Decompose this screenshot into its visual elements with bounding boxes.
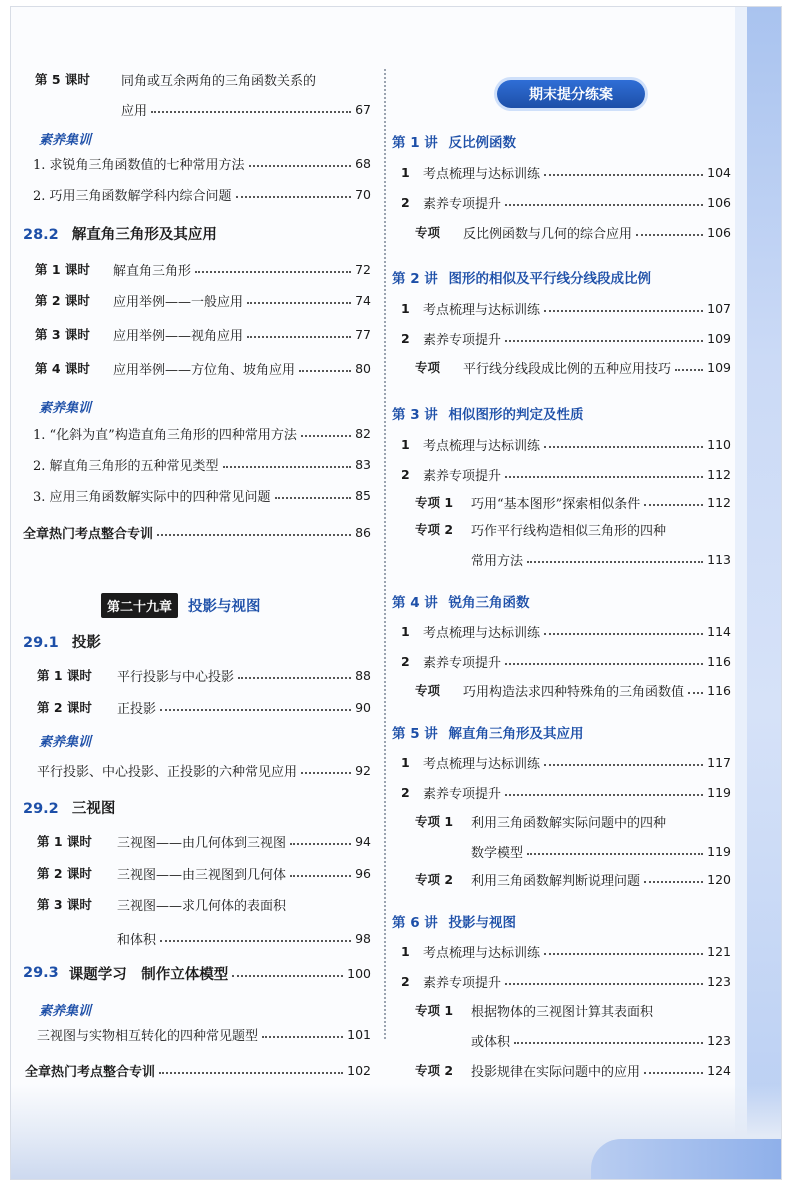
- entry-title: 2. 解直角三角形的五种常见类型: [33, 458, 219, 474]
- page-number: 112: [707, 494, 731, 510]
- toc-entry[interactable]: [401, 463, 731, 485]
- suyang-heading: 素养集训: [39, 1004, 92, 1019]
- section-number: 29.3: [23, 965, 59, 981]
- leader-dots: [636, 234, 703, 236]
- entry-title: 应用举例——一般应用: [113, 294, 244, 310]
- entry-title: 素养专项提升: [423, 196, 502, 212]
- entry-title: 考点梳理与达标训练: [423, 302, 541, 318]
- entry-title: 考点梳理与达标训练: [423, 166, 541, 182]
- suyang-heading: 素养集训: [39, 133, 92, 148]
- lecture-name: 反比例函数: [448, 135, 516, 151]
- entry-title: 考点梳理与达标训练: [423, 438, 541, 454]
- toc-page: [10, 6, 782, 1180]
- entry-title: 考点梳理与达标训练: [423, 625, 541, 641]
- entry-title: 数学模型: [471, 845, 524, 861]
- toc-entry[interactable]: [415, 491, 731, 513]
- entry-label: 专项: [415, 683, 441, 698]
- leader-dots: [505, 340, 703, 342]
- entry-title: 常用方法: [471, 553, 524, 569]
- page-number: 74: [355, 292, 371, 308]
- page-number: 106: [707, 194, 731, 210]
- entry-title: 同角或互余两角的三角函数关系的: [121, 73, 317, 89]
- lesson-number: 第 2 课时: [37, 866, 92, 881]
- lecture-name: 锐角三角函数: [448, 595, 530, 611]
- leader-dots: [160, 940, 351, 942]
- toc-entry[interactable]: [37, 664, 371, 686]
- entry-label: 1: [401, 300, 410, 316]
- lecture-number: 第 4 讲: [392, 595, 438, 611]
- leader-dots: [290, 843, 351, 845]
- page-number: 70: [355, 186, 371, 202]
- toc-entry[interactable]: [415, 548, 731, 570]
- leader-dots: [151, 111, 351, 113]
- entry-title: 巧作平行线构造相似三角形的四种: [471, 523, 667, 539]
- leader-dots: [247, 336, 351, 338]
- page-number: 85: [355, 487, 371, 503]
- page-number: 107: [707, 300, 731, 316]
- leader-dots: [247, 302, 351, 304]
- lecture-number: 第 3 讲: [392, 407, 438, 423]
- entry-title: 正投影: [117, 701, 157, 717]
- toc-entry[interactable]: [35, 289, 371, 311]
- toc-entry[interactable]: [35, 98, 371, 120]
- section-heading[interactable]: [23, 631, 101, 652]
- section-name: 投影: [71, 635, 101, 651]
- section-name: 三视图: [71, 801, 116, 817]
- page-number: 119: [707, 843, 731, 859]
- lecture-name: 相似图形的判定及性质: [448, 407, 584, 423]
- leader-dots: [275, 497, 352, 499]
- leader-dots: [157, 534, 351, 536]
- section-name: 课题学习 制作立体模型: [68, 966, 229, 983]
- entry-title: 素养专项提升: [423, 468, 502, 484]
- lecture-heading[interactable]: [392, 591, 530, 611]
- toc-entry[interactable]: [415, 868, 731, 890]
- page-number: 116: [707, 653, 731, 669]
- leader-dots: [527, 561, 703, 563]
- entry-label: 1: [401, 943, 410, 959]
- chapter-heading[interactable]: [101, 593, 261, 618]
- entry-title: 应用举例——方位角、坡角应用: [113, 362, 296, 378]
- lecture-heading[interactable]: [392, 911, 516, 931]
- toc-entry[interactable]: [23, 962, 371, 984]
- entry-title: 平行线分线段成比例的五种应用技巧: [463, 361, 672, 377]
- leader-dots: [301, 435, 351, 437]
- page-number: 123: [707, 973, 731, 989]
- leader-dots: [544, 953, 703, 955]
- leader-dots: [262, 1036, 343, 1038]
- entry-label: 1: [401, 623, 410, 639]
- entry-title: 应用举例——视角应用: [113, 328, 244, 344]
- leader-dots: [290, 875, 351, 877]
- toc-entry[interactable]: [415, 1059, 731, 1081]
- toc-entry[interactable]: [37, 1023, 371, 1045]
- page-number: 110: [707, 436, 731, 452]
- toc-entry[interactable]: [35, 323, 371, 345]
- entry-title: 平行投影与中心投影: [117, 669, 235, 685]
- leader-dots: [505, 663, 703, 665]
- toc-entry[interactable]: [401, 297, 731, 319]
- entry-title: 素养专项提升: [423, 332, 502, 348]
- leader-dots: [505, 794, 703, 796]
- final-practice-pill: 期末提分练案: [497, 80, 645, 108]
- toc-entry[interactable]: [37, 759, 371, 781]
- decorative-bottom-corner: [591, 1139, 781, 1179]
- toc-entry[interactable]: [415, 221, 731, 243]
- leader-dots: [505, 476, 703, 478]
- leader-dots: [514, 1042, 703, 1044]
- toc-entry[interactable]: [401, 191, 731, 213]
- page-number: 82: [355, 425, 371, 441]
- lecture-name: 投影与视图: [448, 915, 516, 931]
- leader-dots: [159, 1072, 343, 1074]
- toc-entry[interactable]: [401, 327, 731, 349]
- lesson-number: 第 1 课时: [37, 668, 92, 683]
- entry-label: 专项 1: [415, 1003, 454, 1018]
- page-number: 119: [707, 784, 731, 800]
- lesson-number: 第 3 课时: [37, 897, 92, 912]
- entry-title: 应用: [121, 103, 148, 119]
- toc-entry[interactable]: [401, 620, 731, 642]
- entry-title: 利用三角函数解判断说理问题: [471, 873, 641, 889]
- entry-label: 专项 1: [415, 814, 454, 829]
- leader-dots: [232, 975, 343, 977]
- leader-dots: [544, 633, 703, 635]
- entry-title: 全章热门考点整合专训: [25, 1064, 156, 1080]
- page-number: 98: [355, 930, 371, 946]
- entry-title: 3. 应用三角函数解实际中的四种常见问题: [33, 489, 271, 505]
- page-number: 68: [355, 155, 371, 171]
- toc-entry[interactable]: [33, 453, 371, 475]
- lecture-heading[interactable]: [392, 722, 584, 742]
- entry-title: 全章热门考点整合专训: [23, 526, 154, 542]
- entry-title: 利用三角函数解实际问题中的四种: [471, 815, 667, 831]
- entry-title: 1. “化斜为直”构造直角三角形的四种常用方法: [33, 427, 297, 443]
- entry-title: 或体积: [471, 1034, 511, 1050]
- section-name: 解直角三角形及其应用: [71, 227, 217, 243]
- page-number: 114: [707, 623, 731, 639]
- chapter-name: 投影与视图: [188, 599, 261, 615]
- chapter-badge: 第二十九章: [101, 593, 178, 618]
- page-number: 109: [707, 359, 731, 375]
- lecture-heading[interactable]: [392, 267, 651, 287]
- entry-title: 考点梳理与达标训练: [423, 756, 541, 772]
- toc-entry[interactable]: [33, 183, 371, 205]
- toc-entry[interactable]: [33, 484, 371, 506]
- entry-label: 专项: [415, 360, 441, 375]
- entry-title: 根据物体的三视图计算其表面积: [471, 1004, 654, 1020]
- leader-dots: [544, 174, 703, 176]
- toc-entry[interactable]: [401, 781, 731, 803]
- page-number: 117: [707, 754, 731, 770]
- leader-dots: [644, 881, 703, 883]
- page-number: 120: [707, 871, 731, 887]
- entry-title: 投影规律在实际问题中的应用: [471, 1064, 641, 1080]
- lecture-number: 第 1 讲: [392, 135, 438, 151]
- leader-dots: [675, 369, 703, 371]
- lesson-number: 第 3 课时: [35, 327, 90, 342]
- leader-dots: [544, 310, 703, 312]
- toc-entry[interactable]: [415, 1029, 731, 1051]
- lesson-number: 第 2 课时: [35, 293, 90, 308]
- entry-label: 2: [401, 784, 410, 800]
- lesson-number: 第 1 课时: [37, 834, 92, 849]
- toc-entry[interactable]: [23, 521, 371, 543]
- entry-label: 2: [401, 973, 410, 989]
- toc-entry[interactable]: [37, 696, 371, 718]
- toc-entry[interactable]: [25, 1059, 371, 1081]
- toc-entry[interactable]: [415, 810, 731, 832]
- page-number: 77: [355, 326, 371, 342]
- lesson-number: 第 2 课时: [37, 700, 92, 715]
- page-number: 94: [355, 833, 371, 849]
- entry-title: 素养专项提升: [423, 786, 502, 802]
- entry-label: 2: [401, 466, 410, 482]
- lesson-number: 第 4 课时: [35, 361, 90, 376]
- entry-label: 专项 2: [415, 872, 454, 887]
- entry-title: 反比例函数与几何的综合应用: [463, 226, 633, 242]
- page-number: 109: [707, 330, 731, 346]
- lecture-name: 图形的相似及平行线分线段成比例: [448, 271, 651, 287]
- toc-entry[interactable]: [35, 258, 371, 280]
- leader-dots: [644, 504, 703, 506]
- leader-dots: [249, 165, 352, 167]
- entry-title: 解直角三角形: [113, 263, 192, 279]
- leader-dots: [238, 677, 351, 679]
- lecture-number: 第 5 讲: [392, 726, 438, 742]
- lecture-number: 第 6 讲: [392, 915, 438, 931]
- leader-dots: [544, 764, 703, 766]
- section-number: 29.2: [23, 801, 59, 817]
- leader-dots: [223, 466, 352, 468]
- suyang-heading: 素养集训: [39, 735, 92, 750]
- entry-title: 和体积: [117, 932, 157, 948]
- toc-entry[interactable]: [415, 840, 731, 862]
- toc-entry[interactable]: [37, 830, 371, 852]
- page-number: 90: [355, 699, 371, 715]
- section-number: 29.1: [23, 635, 59, 651]
- toc-entry[interactable]: [401, 940, 731, 962]
- toc-entry[interactable]: [415, 999, 731, 1021]
- page-number: 121: [707, 943, 731, 959]
- leader-dots: [195, 271, 351, 273]
- entry-title: 三视图与实物相互转化的四种常见题型: [37, 1028, 259, 1044]
- toc-entry[interactable]: [415, 356, 731, 378]
- lecture-heading[interactable]: [392, 131, 516, 151]
- toc-entry[interactable]: [401, 650, 731, 672]
- entry-title: 三视图——由三视图到几何体: [117, 867, 287, 883]
- page-number: 86: [355, 524, 371, 540]
- entry-label: 专项 1: [415, 495, 454, 510]
- entry-title: 考点梳理与达标训练: [423, 945, 541, 961]
- entry-title: 巧用“基本图形”探索相似条件: [471, 496, 641, 512]
- toc-entry[interactable]: [37, 893, 371, 915]
- leader-dots: [301, 772, 351, 774]
- toc-entry[interactable]: [401, 433, 731, 455]
- page-number: 123: [707, 1032, 731, 1048]
- entry-label: 2: [401, 653, 410, 669]
- page-number: 72: [355, 261, 371, 277]
- page-number: 96: [355, 865, 371, 881]
- lecture-number: 第 2 讲: [392, 271, 438, 287]
- page-number: 67: [355, 101, 371, 117]
- leader-dots: [644, 1072, 703, 1074]
- column-divider: [384, 69, 386, 1039]
- entry-title: 平行投影、中心投影、正投影的六种常见应用: [37, 764, 298, 780]
- entry-title: 素养专项提升: [423, 975, 502, 991]
- toc-entry[interactable]: [33, 152, 371, 174]
- leader-dots: [160, 709, 351, 711]
- leader-dots: [236, 196, 352, 198]
- entry-title: 三视图——求几何体的表面积: [117, 898, 287, 914]
- entry-label: 专项: [415, 225, 441, 240]
- leader-dots: [505, 204, 703, 206]
- toc-entry[interactable]: [35, 357, 371, 379]
- leader-dots: [505, 983, 703, 985]
- entry-label: 1: [401, 436, 410, 452]
- toc-entry[interactable]: [415, 518, 731, 540]
- entry-label: 2: [401, 194, 410, 210]
- page-number: 101: [347, 1026, 371, 1042]
- entry-title: 巧用构造法求四种特殊角的三角函数值: [463, 684, 685, 700]
- page-number: 92: [355, 762, 371, 778]
- page-number: 113: [707, 551, 731, 567]
- suyang-heading: 素养集训: [39, 401, 92, 416]
- page-number: 112: [707, 466, 731, 482]
- toc-entry[interactable]: [401, 751, 731, 773]
- toc-entry[interactable]: [33, 422, 371, 444]
- entry-label: 专项 2: [415, 1063, 454, 1078]
- entry-label: 专项 2: [415, 522, 454, 537]
- section-heading[interactable]: [23, 797, 115, 818]
- leader-dots: [299, 370, 351, 372]
- entry-title: 1. 求锐角三角函数值的七种常用方法: [33, 157, 245, 173]
- lecture-name: 解直角三角形及其应用: [448, 726, 584, 742]
- page-number: 116: [707, 682, 731, 698]
- entry-title: 2. 巧用三角函数解学科内综合问题: [33, 188, 232, 204]
- leader-dots: [544, 446, 703, 448]
- page-number: 104: [707, 164, 731, 180]
- leader-dots: [688, 692, 703, 694]
- page-number: 106: [707, 224, 731, 240]
- lesson-number: 第 5 课时: [35, 72, 90, 87]
- page-number: 124: [707, 1062, 731, 1078]
- entry-label: 1: [401, 754, 410, 770]
- page-number: 88: [355, 667, 371, 683]
- entry-title: 素养专项提升: [423, 655, 502, 671]
- entry-label: 2: [401, 330, 410, 346]
- toc-entry[interactable]: [401, 970, 731, 992]
- entry-title: 三视图——由几何体到三视图: [117, 835, 287, 851]
- toc-entry[interactable]: [415, 679, 731, 701]
- lecture-heading[interactable]: [392, 403, 584, 423]
- toc-entry[interactable]: [37, 862, 371, 884]
- toc-entry[interactable]: [37, 927, 371, 949]
- entry-label: 1: [401, 164, 410, 180]
- lesson-number: 第 1 课时: [35, 262, 90, 277]
- page-number: 80: [355, 360, 371, 376]
- toc-entry[interactable]: [401, 161, 731, 183]
- section-number: 28.2: [23, 227, 59, 243]
- page-number: 83: [355, 456, 371, 472]
- leader-dots: [527, 853, 703, 855]
- decorative-edge-strip: [735, 7, 781, 1179]
- section-heading[interactable]: [23, 223, 217, 244]
- page-number: 102: [347, 1062, 371, 1078]
- toc-entry[interactable]: [35, 68, 371, 90]
- page-number: 100: [347, 965, 371, 981]
